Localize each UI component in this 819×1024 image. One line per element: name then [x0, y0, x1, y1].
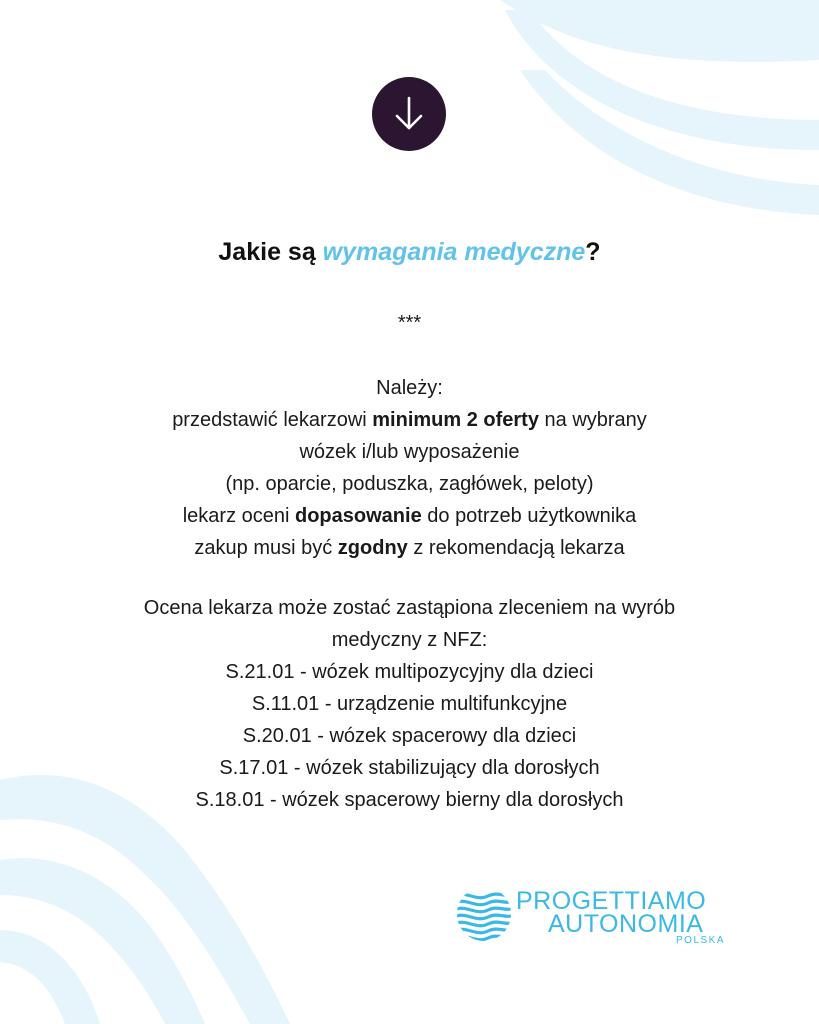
list-item-continuation: (np. oparcie, poduszka, zagłówek, peloty)	[225, 473, 594, 495]
list-item: zakup musi być zgodny z rekomendacją lekarza	[194, 537, 625, 559]
logo-text-line3: POLSKA	[676, 935, 726, 946]
page-title: Jakie są wymagania medyczne?	[218, 238, 601, 266]
title-accent: wymagania medyczne	[322, 238, 586, 266]
list-item: przedstawić lekarzowi minimum 2 oferty na wybrany	[172, 409, 647, 431]
nfz-code: S.20.01 - wózek spacerowy dla dzieci	[242, 725, 577, 747]
list-item: lekarz oceni dopasowanie do potrzeb użytkownika	[182, 505, 637, 527]
scroll-down-button[interactable]	[372, 77, 446, 151]
list-item-continuation: wózek i/lub wyposażenie	[299, 441, 520, 463]
nfz-intro: medyczny z NFZ:	[331, 629, 488, 651]
nfz-code: S.18.01 - wózek spacerowy bierny dla dorosłych	[195, 789, 624, 811]
logo-text-line2: AUTONOMIA	[548, 910, 704, 938]
nfz-code: S.11.01 - urządzenie multifunkcyjne	[251, 693, 568, 715]
requirements-text	[40, 372, 779, 816]
logo-text-line1: PROGETTIAMO	[516, 887, 707, 915]
nfz-code: S.17.01 - wózek stabilizujący dla dorosłych	[219, 757, 600, 779]
separator: ***	[397, 312, 422, 334]
nfz-intro: Ocena lekarza może zostać zastąpiona zleceniem na wyrób	[143, 597, 676, 619]
arrow-down-icon	[392, 94, 426, 134]
brand-logo	[456, 884, 756, 954]
nfz-code: S.21.01 - wózek multipozycyjny dla dzieci	[225, 661, 594, 683]
intro-line: Należy:	[376, 377, 443, 399]
logo-waves-icon	[456, 886, 512, 942]
